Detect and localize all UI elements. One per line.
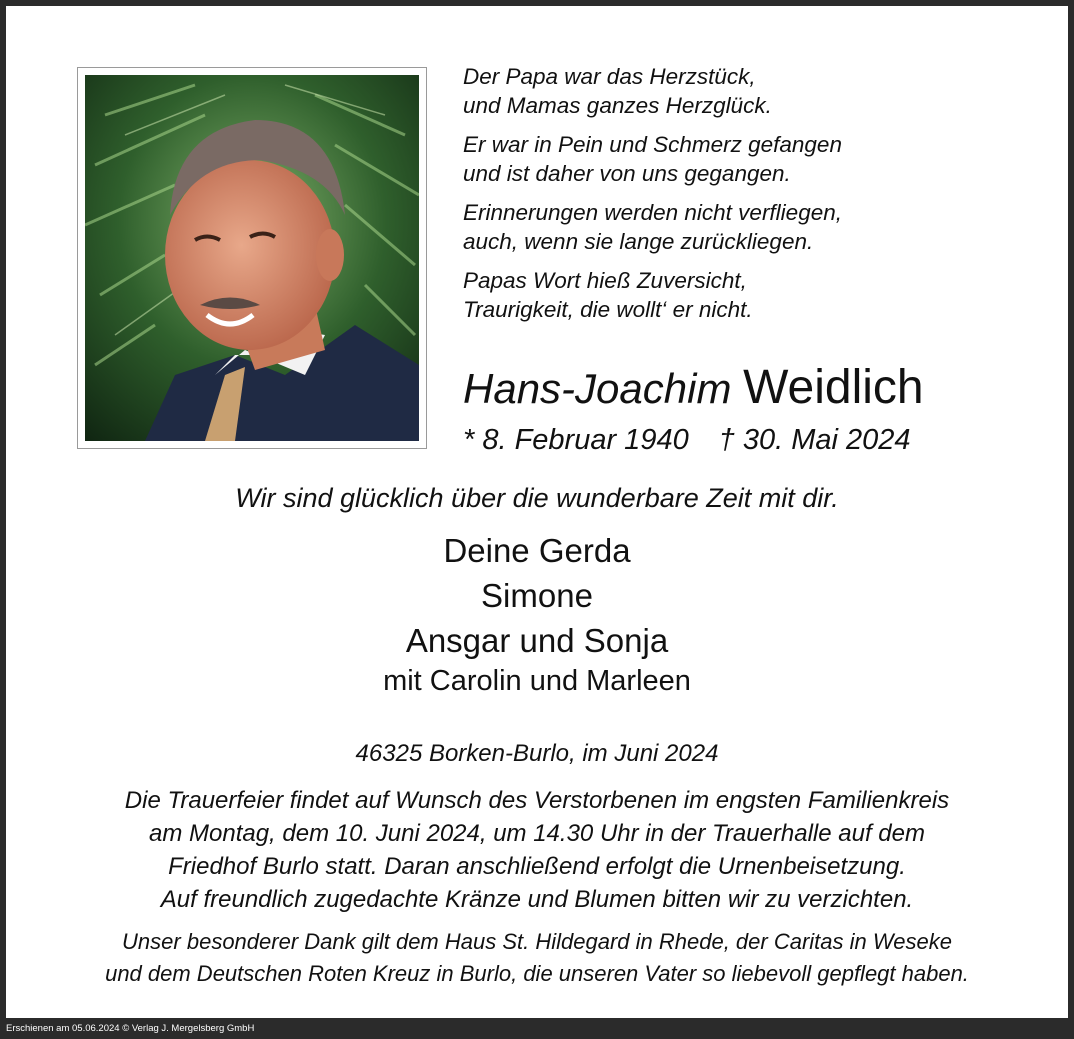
thanks-note <box>0 926 1074 990</box>
death-date: † 30. Mai 2024 <box>718 424 911 456</box>
poem-line: und Mamas ganzes Herzglück. <box>463 93 772 118</box>
poem-stanza <box>463 266 1023 324</box>
thanks-line: Unser besonderer Dank gilt dem Haus St. Hildegard in Rhede, der Caritas in Weseke <box>122 929 952 954</box>
family-line: Deine Gerda <box>443 532 631 569</box>
poem-line: Er war in Pein und Schmerz gefangen <box>463 132 842 157</box>
birth-date: * 8. Februar 1940 <box>463 424 689 456</box>
poem-line: Traurigkeit, die wollt‘ er nicht. <box>463 297 753 322</box>
poem-stanza <box>463 198 1023 256</box>
family-line: Ansgar und Sonja <box>405 622 669 659</box>
publication-footer: Erschienen am 05.06.2024 © Verlag J. Mergelsberg GmbH <box>6 1023 255 1034</box>
portrait-frame <box>77 67 427 449</box>
family-line: mit Carolin und Marleen <box>383 665 691 697</box>
poem-line: Papas Wort hieß Zuversicht, <box>463 268 747 293</box>
family-line: Simone <box>481 577 593 614</box>
life-dates <box>463 418 911 462</box>
last-name: Weidlich <box>743 361 924 414</box>
poem-line: auch, wenn sie lange zurückliegen. <box>463 229 814 254</box>
portrait-photo <box>85 75 419 441</box>
poem-line: und ist daher von uns gegangen. <box>463 161 791 186</box>
poem-stanza <box>463 130 1023 188</box>
ceremony-line: Die Trauerfeier findet auf Wunsch des Verstorbenen im engsten Familienkreis <box>124 787 950 814</box>
deceased-name <box>463 358 924 419</box>
place-date: 46325 Borken-Burlo, im Juni 2024 <box>355 740 719 767</box>
ceremony-line: am Montag, dem 10. Juni 2024, um 14.30 Uhr in der Trauerhalle auf dem <box>149 820 925 847</box>
ceremony-info <box>0 784 1074 916</box>
tagline: Wir sind glücklich über die wunderbare Zeit mit dir. <box>235 483 839 513</box>
poem <box>463 62 1023 334</box>
portrait-illustration <box>85 75 419 441</box>
ceremony-line: Friedhof Burlo statt. Daran anschließend erfolgt die Urnenbeisetzung. <box>168 853 906 880</box>
thanks-line: und dem Deutschen Roten Kreuz in Burlo, die unseren Vater so liebevoll gepflegt haben. <box>105 961 969 986</box>
poem-line: Der Papa war das Herzstück, <box>463 64 756 89</box>
poem-stanza <box>463 62 1023 120</box>
ceremony-line: Auf freundlich zugedachte Kränze und Blumen bitten wir zu verzichten. <box>160 886 914 913</box>
first-name: Hans-Joachim <box>463 365 732 412</box>
poem-line: Erinnerungen werden nicht verfliegen, <box>463 200 842 225</box>
